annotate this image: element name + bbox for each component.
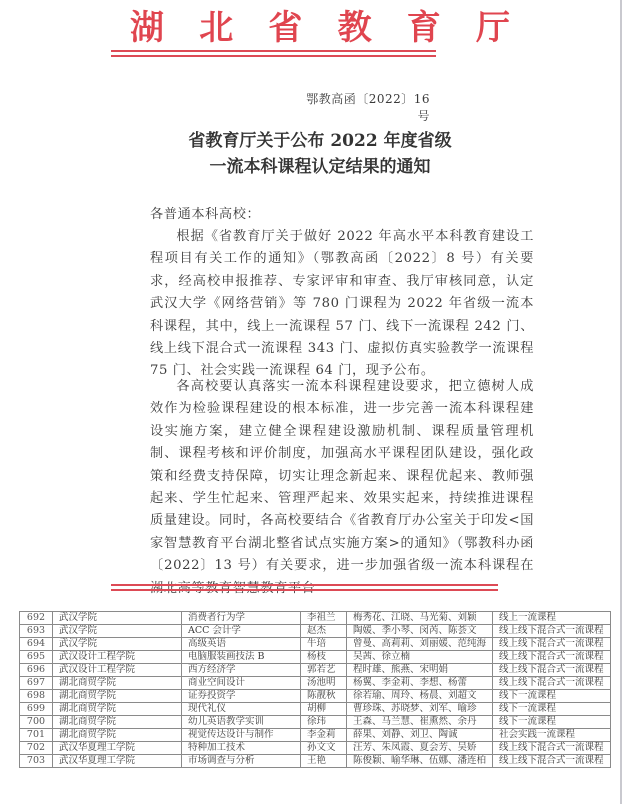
course-type-cell: 线上线下混合式一流课程: [493, 651, 611, 664]
course-lead-cell: 李祖兰: [301, 612, 347, 625]
school-name-cell: 武汉学院: [53, 625, 182, 638]
row-number-cell: 694: [20, 638, 53, 651]
team-members-cell: 曾曼、高莉莉、刘丽媛、范纯海: [347, 638, 493, 651]
row-number-cell: 703: [20, 755, 53, 768]
school-name-cell: 武汉华夏理工学院: [53, 742, 182, 755]
table-row: [20, 690, 611, 703]
course-lead-cell: 孙文文: [301, 742, 347, 755]
school-name-cell: 湖北商贸学院: [53, 729, 182, 742]
letterhead-divider-bottom: [111, 55, 436, 57]
course-name-cell: 证券投资学: [182, 690, 301, 703]
title-line-2: 一流本科课程认定结果的通知: [209, 157, 431, 177]
course-type-cell: 社会实践一流课程: [493, 729, 611, 742]
table-row: [20, 716, 611, 729]
row-number-cell: 693: [20, 625, 53, 638]
row-number-cell: 702: [20, 742, 53, 755]
team-members-cell: 汪芳、朱凤霞、夏会芳、吴娇: [347, 742, 493, 755]
course-name-cell: 高级英语: [182, 638, 301, 651]
course-name-cell: 西方经济学: [182, 664, 301, 677]
course-type-cell: 线上线下混合式一流课程: [493, 638, 611, 651]
course-lead-cell: 赵杰: [301, 625, 347, 638]
school-name-cell: 武汉学院: [53, 612, 182, 625]
team-members-cell: 徐若瑜、周玲、杨晨、刘超文: [347, 690, 493, 703]
letterhead-char: 省: [268, 7, 303, 48]
course-lead-cell: 陈靓秋: [301, 690, 347, 703]
course-name-cell: 电脑服装画技法 B: [182, 651, 301, 664]
salutation: 各普通本科高校：: [150, 207, 261, 222]
team-members-cell: 吴茜、徐立楠: [347, 651, 493, 664]
course-name-cell: 特种加工技术: [182, 742, 301, 755]
course-lead-cell: 王艳: [301, 755, 347, 768]
course-lead-cell: 徐玮: [301, 716, 347, 729]
row-number-cell: 697: [20, 677, 53, 690]
page-divider-bottom: [111, 589, 498, 591]
course-name-cell: 消费者行为学: [182, 612, 301, 625]
team-members-cell: 陶媛、季小琴、闵芮、陈荟文: [347, 625, 493, 638]
team-members-cell: 杨翼、李金莉、李想、杨蕾: [347, 677, 493, 690]
table-row: [20, 625, 611, 638]
row-number-cell: 699: [20, 703, 53, 716]
letterhead-char: 厅: [475, 7, 510, 48]
document-title: [100, 128, 540, 180]
school-name-cell: 湖北商贸学院: [53, 677, 182, 690]
course-type-cell: 线上线下混合式一流课程: [493, 742, 611, 755]
letterhead-char: 教: [337, 7, 372, 48]
school-name-cell: 湖北商贸学院: [53, 703, 182, 716]
team-members-cell: 程时雄、熊燕、宋明娟: [347, 664, 493, 677]
document-number: 鄂教高函〔2022〕16 号: [306, 92, 430, 123]
letterhead-divider-top: [111, 50, 436, 52]
course-type-cell: 线上线下混合式一流课程: [493, 625, 611, 638]
table-row: [20, 755, 611, 768]
team-members-cell: 曹珍珠、苏晓梦、刘军、喻珍: [347, 703, 493, 716]
table-row: [20, 664, 611, 677]
paragraph-2: 各高校要认真落实一流本科课程建设要求，把立德树人成效作为检验课程建设的根本标准，进一步完善一流本科课程建设实施方案，建立健全课程建设激励机制、课程质量管理机制、课程考核和评价制度，加强高水平课程团队建设，强化政策和经费支持保障，切实让理念新起来、课程优起来、教师强起来、学生忙起来、管理严起来、效果实起来，持续推进课程质量建设。同时，各高校要结合《省教育厅办公室关于印发<国家智慧教育平台湖北整省试点实施方案>的通知》（鄂教科办函〔2022〕13 号）有关要求，进一步加强省级一流本科课程在: [150, 379, 534, 574]
course-name-cell: 幼儿英语教学实训: [182, 716, 301, 729]
course-lead-cell: 李金莉: [301, 729, 347, 742]
letterhead-char: 育: [406, 7, 441, 48]
table-row: [20, 703, 611, 716]
team-members-cell: 王森、马兰慧、崔熏然、余丹: [347, 716, 493, 729]
course-name-cell: ACC 会计学: [182, 625, 301, 638]
course-type-cell: 线下一流课程: [493, 716, 611, 729]
team-members-cell: 薛果、刘静、刘卫、陶诚: [347, 729, 493, 742]
title-line-1: 省教育厅关于公布 2022 年度省级: [188, 131, 452, 151]
letterhead-char: 北: [199, 7, 234, 48]
course-name-cell: 市场调查与分析: [182, 755, 301, 768]
table-row: [20, 612, 611, 625]
page-divider-top: [111, 584, 498, 586]
table-row: [20, 729, 611, 742]
school-name-cell: 湖北商贸学院: [53, 716, 182, 729]
course-type-cell: 线上线下混合式一流课程: [493, 677, 611, 690]
table-row: [20, 677, 611, 690]
table-row: [20, 742, 611, 755]
paragraph-1: 根据《省教育厅关于做好 2022 年高水平本科教育建设工程项目有关工作的通知》（鄂教高函〔2022〕8 号）有关要求，经高校申报推荐、专家评审和审查、我厅审核同意，认定武汉大学《网络营销》等 780 门课程为 2022 年省级一流本科课程，其中，线上一流课程 57 门、线下一流课程 242 门、线上线下混合式一流课程 343 门、虚拟仿真实验教学一流课程 75 门、社会实践一流课程 64 门，现予公布。: [150, 229, 534, 379]
course-type-cell: 线上线下混合式一流课程: [493, 664, 611, 677]
table-row: [20, 638, 611, 651]
team-members-cell: 梅秀花、江晓、马光菊、刘颖: [347, 612, 493, 625]
school-name-cell: 湖北商贸学院: [53, 690, 182, 703]
row-number-cell: 695: [20, 651, 53, 664]
course-type-cell: 线下一流课程: [493, 703, 611, 716]
row-number-cell: 700: [20, 716, 53, 729]
school-name-cell: 武汉学院: [53, 638, 182, 651]
course-type-cell: 线上一流课程: [493, 612, 611, 625]
course-name-cell: 视觉传达设计与制作: [182, 729, 301, 742]
row-number-cell: 698: [20, 690, 53, 703]
letterhead: [130, 4, 510, 48]
course-type-cell: 线上线下混合式一流课程: [493, 755, 611, 768]
letterhead-char: 湖: [130, 7, 164, 48]
row-number-cell: 701: [20, 729, 53, 742]
course-lead-cell: 汤池明: [301, 677, 347, 690]
course-lead-cell: 杨枝: [301, 651, 347, 664]
school-name-cell: 武汉设计工程学院: [53, 664, 182, 677]
school-name-cell: 武汉设计工程学院: [53, 651, 182, 664]
table-row: [20, 651, 611, 664]
course-lead-cell: 郭若艺: [301, 664, 347, 677]
course-lead-cell: 胡柳: [301, 703, 347, 716]
course-name-cell: 商业空间设计: [182, 677, 301, 690]
course-lead-cell: 牛琣: [301, 638, 347, 651]
row-number-cell: 696: [20, 664, 53, 677]
school-name-cell: 武汉华夏理工学院: [53, 755, 182, 768]
course-type-cell: 线下一流课程: [493, 690, 611, 703]
team-members-cell: 陈俊颖、喻华琳、伍娜、潘连柏: [347, 755, 493, 768]
course-table: [19, 611, 611, 768]
course-name-cell: 现代礼仪: [182, 703, 301, 716]
row-number-cell: 692: [20, 612, 53, 625]
